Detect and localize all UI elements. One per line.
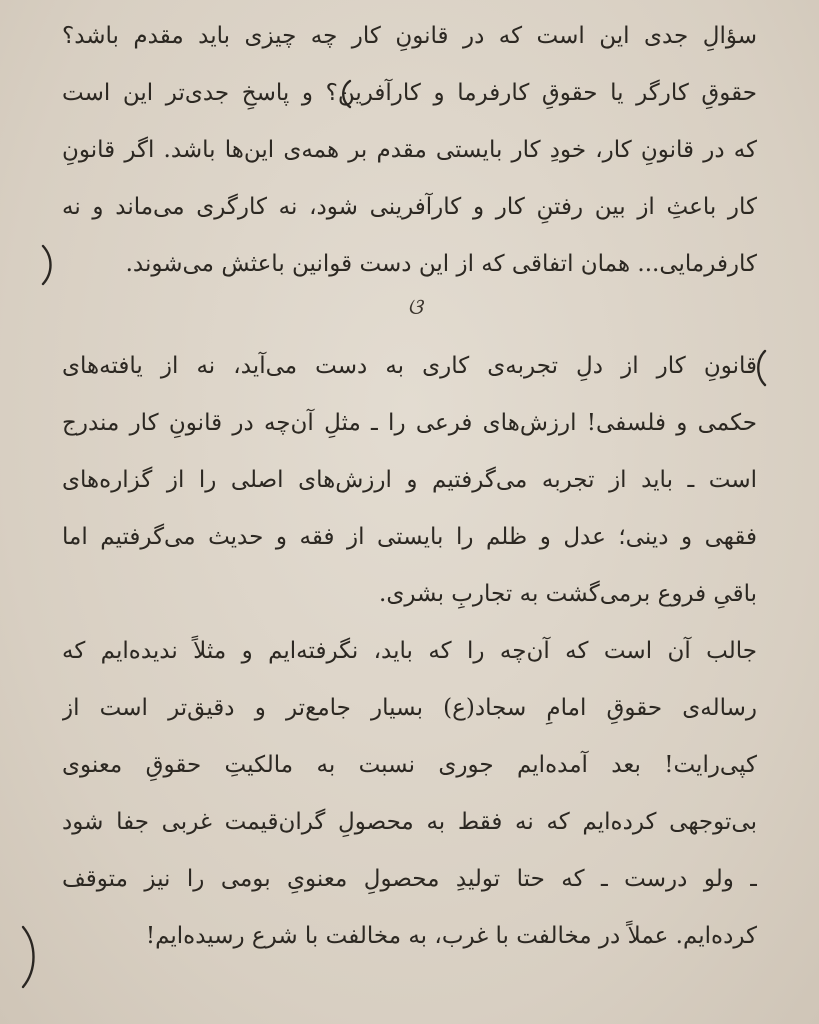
pen-bracket-close-1-icon [38,243,58,287]
paragraph-2 [62,338,757,623]
text-line: رساله‌ی حقوقِ امامِ سجاد(ع) بسیار جامع‌تر و دقیق‌تر است از [62,695,757,721]
pen-bracket-open-2-icon [752,348,770,388]
text-line: باقیِ فروع برمی‌گشت به تجاربِ بشری. [379,581,757,607]
text-line: بی‌توجهی کرده‌ایم که نه فقط به محصولِ گران‌قیمت غربی جفا شود [62,809,757,835]
text-line: است ـ باید از تجربه می‌گرفتیم و ارزش‌های اصلی را از گزاره‌های [62,467,757,493]
text-line: جالب آن است که آن‌چه را که باید، نگرفته‌ایم و مثلاً ندیده‌ایم که [62,638,757,664]
paragraph-3 [62,623,757,965]
text-line: فقهی و دینی؛ عدل و ظلم را بایستی از فقه و حدیث می‌گرفتیم اما [62,524,757,550]
text-line: کار باعثِ از بین رفتنِ کار و کارآفرینی شود، نه کارگری می‌ماند و نه [62,194,757,220]
text-line: که در قانونِ کار، خودِ کار بایستی مقدم بر همه‌ی این‌ها باشد. اگر قانونِ [62,137,757,163]
text-line: سؤالِ جدی این است که در قانونِ کار چه چیزی باید مقدم باشد؟ [62,23,757,49]
pen-bracket-open-1-icon [336,78,356,110]
text-line: کرده‌ایم. عملاً در مخالفت با غرب، به مخالفت با شرع رسیده‌ایم! [145,923,757,949]
text-line: ـ ولو درست ـ که حتا تولیدِ محصولِ معنویِ بومی را نیز متوقف [62,866,757,892]
pen-bracket-close-2-icon [16,924,42,990]
section-ornament-icon: ଓ [407,295,423,320]
text-line: کارفرمایی... همان اتفاقی که از این دست قوانین باعثش می‌شوند. [125,251,757,277]
paragraph-1 [62,8,757,293]
text-line: قانونِ کار از دلِ تجربه‌ی کاری به دست می‌آید، نه از یافته‌های [62,353,757,379]
text-line: حقوقِ کارگر یا حقوقِ کارفرما و کارآفرین؟ و پاسخِ جدی‌تر این است [62,80,757,106]
text-line: کپی‌رایت! بعد آمده‌ایم جوری نسبت به مالکیتِ حقوقِ معنوی [62,752,757,778]
text-line: حکمی و فلسفی! ارزش‌های فرعی را ـ مثلِ آن‌چه در قانونِ کار مندرج [62,410,757,436]
